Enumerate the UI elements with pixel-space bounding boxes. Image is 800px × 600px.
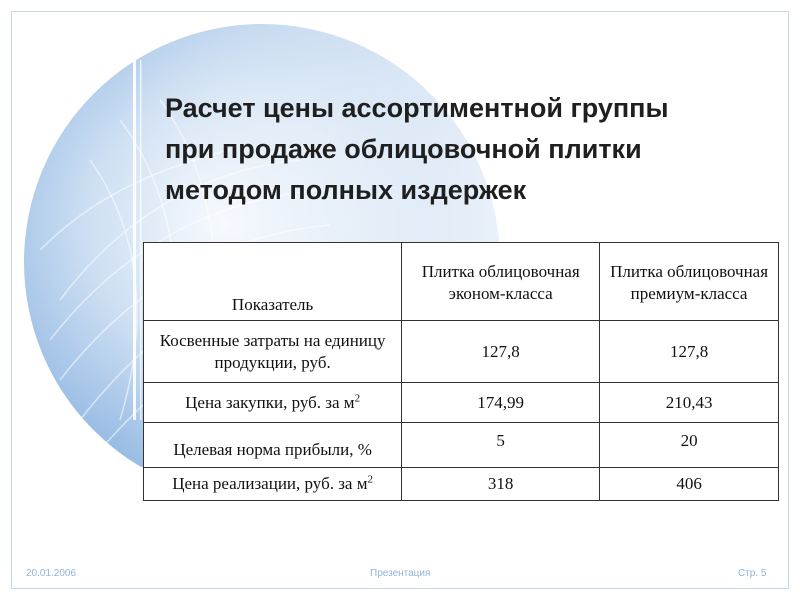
table-header-row (144, 243, 779, 321)
economy-value: 174,99 (402, 383, 600, 423)
title-line: методом полных издержек (165, 175, 527, 205)
title-line: Расчет цены ассортиментной группы (165, 93, 669, 123)
row-label-cell (144, 468, 402, 501)
economy-value: 5 (402, 423, 600, 468)
economy-value: 318 (402, 468, 600, 501)
table-row (144, 468, 779, 501)
row-label-cell (144, 383, 402, 423)
unit-superscript: 2 (367, 473, 373, 486)
title-line: при продаже облицовочной плитки (165, 134, 642, 164)
row-label: Цена реализации, руб. за м (172, 474, 368, 493)
row-label: Косвенные затраты на единицу продукции, руб. (144, 321, 402, 383)
unit-superscript: 2 (354, 391, 361, 404)
premium-value: 406 (600, 468, 779, 501)
header-cell-premium: Плитка облицовочная премиум-класса (600, 243, 779, 321)
table-row (144, 321, 779, 383)
table-row (144, 383, 779, 423)
slide-title (165, 88, 775, 211)
footer-page-number: Стр. 5 (738, 568, 767, 579)
pricing-table (143, 242, 779, 501)
footer-date: 20.01.2006 (26, 568, 77, 579)
row-label: Целевая норма прибыли, % (144, 423, 402, 468)
premium-value: 127,8 (600, 321, 779, 383)
economy-value: 127,8 (402, 321, 600, 383)
premium-value: 20 (600, 423, 779, 468)
premium-value: 210,43 (600, 383, 779, 423)
header-cell-economy: Плитка облицовочная эконом-класса (402, 243, 600, 321)
table-row (144, 423, 779, 468)
row-label: Цена закупки, руб. за м (185, 392, 355, 412)
header-cell-indicator: Показатель (144, 243, 402, 321)
footer-title: Презентация (370, 568, 431, 579)
